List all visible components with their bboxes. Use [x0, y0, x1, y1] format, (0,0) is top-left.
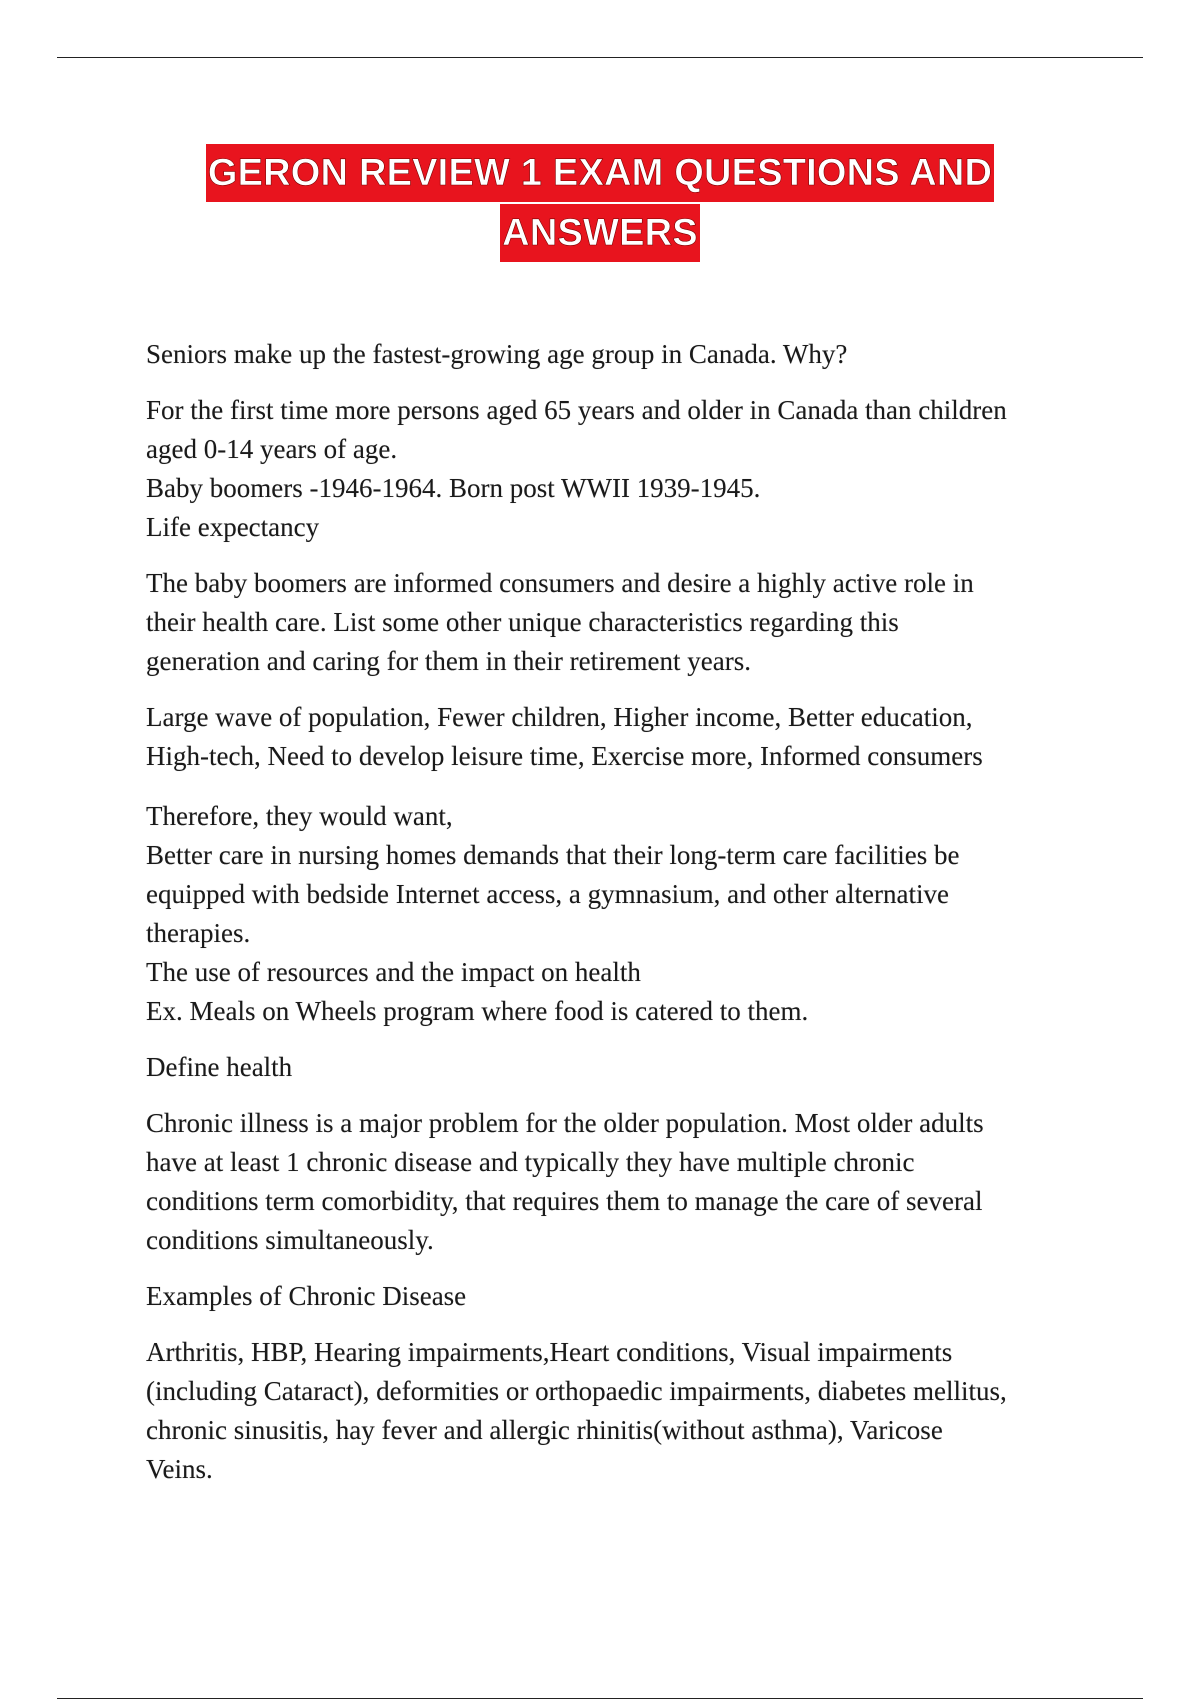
- answer-1: [146, 391, 1076, 547]
- text-line: Ex. Meals on Wheels program where food is catered to them.: [146, 996, 809, 1026]
- text-line: Examples of Chronic Disease: [146, 1281, 467, 1311]
- text-line: therapies.: [146, 918, 251, 948]
- document-title: [0, 144, 1200, 262]
- text-line: generation and caring for them in their retirement years.: [146, 646, 751, 676]
- text-line: equipped with bedside Internet access, a gymnasium, and other alternative: [146, 879, 949, 909]
- text-line: chronic sinusitis, hay fever and allergic rhinitis(without asthma), Varicose: [146, 1415, 943, 1445]
- text-line: Large wave of population, Fewer children, Higher income, Better education,: [146, 702, 973, 732]
- document-body: [146, 335, 1076, 1506]
- text-line: For the first time more persons aged 65 years and older in Canada than children: [146, 395, 1007, 425]
- answer-2: [146, 698, 1076, 1031]
- text-line: aged 0-14 years of age.: [146, 434, 398, 464]
- text-line: Veins.: [146, 1454, 213, 1484]
- text-line: Chronic illness is a major problem for the older population. Most older adults: [146, 1108, 984, 1138]
- text-line: conditions simultaneously.: [146, 1225, 434, 1255]
- text-line: Arthritis, HBP, Hearing impairments,Heart conditions, Visual impairments: [146, 1337, 953, 1367]
- title-line-1: GERON REVIEW 1 EXAM QUESTIONS AND: [206, 144, 994, 202]
- text-line: conditions term comorbidity, that requires them to manage the care of several: [146, 1186, 983, 1216]
- text-line: Therefore, they would want,: [146, 801, 453, 831]
- answer-4: [146, 1333, 1076, 1489]
- title-line-2: ANSWERS: [500, 204, 700, 262]
- text-line: (including Cataract), deformities or orthopaedic impairments, diabetes mellitus,: [146, 1376, 1007, 1406]
- text-line: have at least 1 chronic disease and typically they have multiple chronic: [146, 1147, 915, 1177]
- text-line: their health care. List some other unique characteristics regarding this: [146, 607, 899, 637]
- blank-line: [146, 776, 1076, 797]
- text-line: Life expectancy: [146, 512, 320, 542]
- text-line: The baby boomers are informed consumers and desire a highly active role in: [146, 568, 974, 598]
- text-line: The use of resources and the impact on health: [146, 957, 641, 987]
- text-line: Seniors make up the fastest-growing age group in Canada. Why?: [146, 339, 848, 369]
- question-3: [146, 1048, 1076, 1087]
- answer-3: [146, 1104, 1076, 1260]
- question-4: [146, 1277, 1076, 1316]
- text-line: High-tech, Need to develop leisure time, Exercise more, Informed consumers: [146, 741, 983, 771]
- text-line: Better care in nursing homes demands that their long-term care facilities be: [146, 840, 960, 870]
- question-1: [146, 335, 1076, 374]
- top-rule: [57, 57, 1143, 58]
- text-line: Define health: [146, 1052, 293, 1082]
- bottom-rule: [57, 1698, 1143, 1699]
- text-line: Baby boomers -1946-1964. Born post WWII 1939-1945.: [146, 473, 761, 503]
- question-2: [146, 564, 1076, 681]
